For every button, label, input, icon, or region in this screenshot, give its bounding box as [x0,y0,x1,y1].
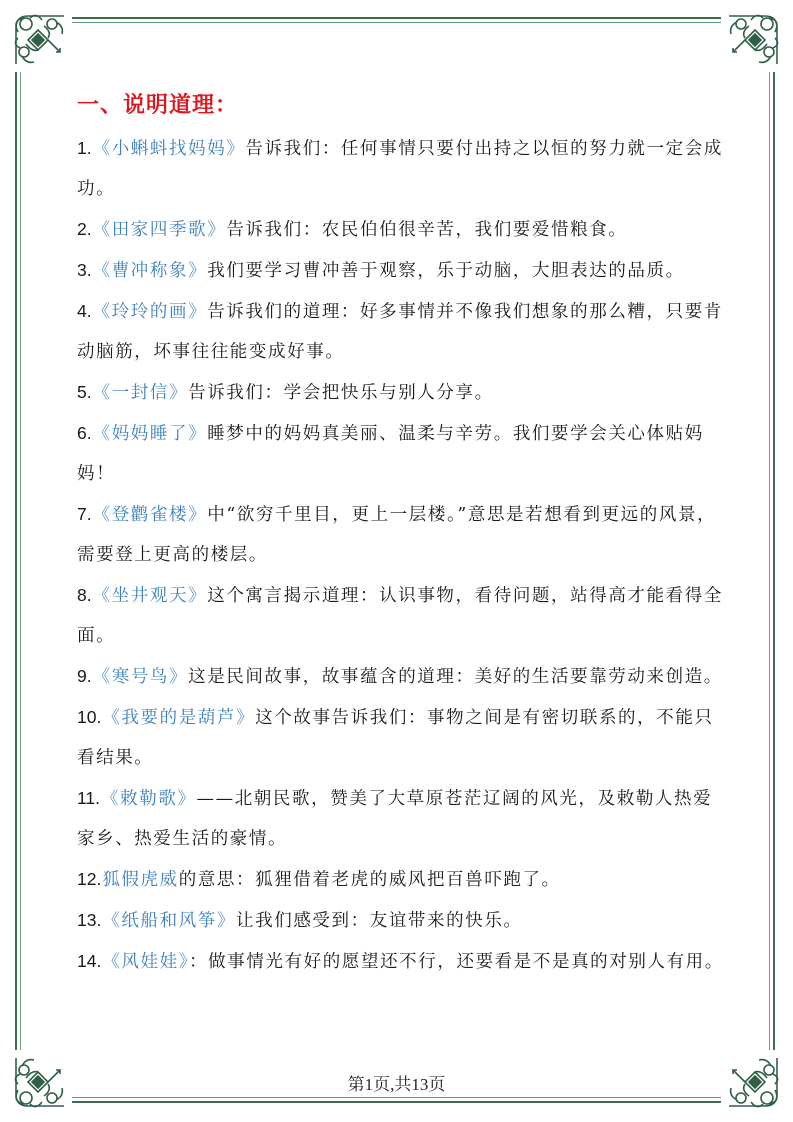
lesson-title: 《一封信》 [92,383,189,403]
idiom-title: 狐假虎威 [102,870,179,890]
section-heading: 一、说明道理： [77,93,239,118]
item-text: 中“欲穷千里目，更上一层楼。”意思是若想看到更远的风景，需要登上更高的楼层。 [77,505,717,565]
item-text: ：做事情光有好的愿望还不行，还要看是不是真的对别人有用。 [189,952,724,972]
list-item [77,250,727,291]
lesson-title: 《坐井观天》 [92,586,208,606]
list-item [77,413,727,494]
item-number: 8. [77,585,92,605]
item-text: 让我们感受到：友谊带来的快乐。 [236,911,523,931]
item-number: 5. [77,382,92,402]
lesson-title: 《敕勒歌》 [101,789,197,809]
ornament-corner-icon [8,8,72,72]
list-item [77,128,727,209]
list-item [77,697,727,778]
item-text: 告诉我们：农民伯伯很辛苦，我们要爱惜粮食。 [226,220,628,240]
list-item [77,209,727,250]
item-number: 4. [77,301,92,321]
item-number: 11. [77,788,101,808]
list-item [77,372,727,413]
list-item [77,859,727,900]
list-item [77,778,727,859]
item-text: 告诉我们的道理：好多事情并不像我们想象的那么糟，只要肯动脑筋，坏事往往能变成好事。 [77,302,723,362]
lesson-title: 《寒号鸟》 [92,667,189,687]
lesson-title: 《风娃娃》 [102,952,190,972]
item-number: 12. [77,869,102,889]
list-item [77,575,727,656]
item-number: 7. [77,504,92,524]
item-text: 我们要学习曹冲善于观察，乐于动脑，大胆表达的品质。 [207,261,685,281]
lesson-title: 《登鹳雀楼》 [92,505,208,525]
item-text: 告诉我们：任何事情只要付出持之以恒的努力就一定会成功。 [77,139,723,199]
list-item [77,291,727,372]
item-text: 睡梦中的妈妈真美丽、温柔与辛劳。我们要学会关心体贴妈妈！ [77,424,704,484]
lesson-title: 《我要的是葫芦》 [102,708,256,728]
lesson-title: 《小蝌蚪找妈妈》 [92,139,246,159]
item-text: 这是民间故事，故事蕴含的道理：美好的生活要靠劳动来创造。 [188,667,723,687]
ornament-corner-icon [721,8,785,72]
item-text: 的意思：狐狸借着老虎的威风把百兽吓跑了。 [178,870,561,890]
item-number: 1. [77,138,92,158]
item-number: 10. [77,707,102,727]
document-body [77,88,727,982]
item-text: 这个寓言揭示道理：认识事物，看待问题，站得高才能看得全面。 [77,586,723,646]
list-item [77,900,727,941]
item-number: 2. [77,219,92,239]
list-item [77,494,727,575]
item-text: 这个故事告诉我们：事物之间是有密切联系的，不能只看结果。 [77,708,714,768]
list-item [77,941,727,982]
lesson-title: 《田家四季歌》 [92,220,227,240]
lesson-title: 《纸船和风筝》 [102,911,237,931]
item-number: 9. [77,666,92,686]
item-number: 13. [77,910,102,930]
item-number: 3. [77,260,92,280]
lesson-title: 《曹冲称象》 [92,261,208,281]
item-text: ——北朝民歌，赞美了大草原苍茫辽阔的风光，及敕勒人热爱家乡、热爱生活的豪情。 [77,789,713,849]
lesson-title: 《玲玲的画》 [92,302,208,322]
item-number: 6. [77,423,92,443]
list-item [77,656,727,697]
item-number: 14. [77,951,102,971]
item-text: 告诉我们：学会把快乐与别人分享。 [188,383,494,403]
page-number: 第1页,共13页 [347,1075,446,1094]
lesson-title: 《妈妈睡了》 [92,424,208,444]
